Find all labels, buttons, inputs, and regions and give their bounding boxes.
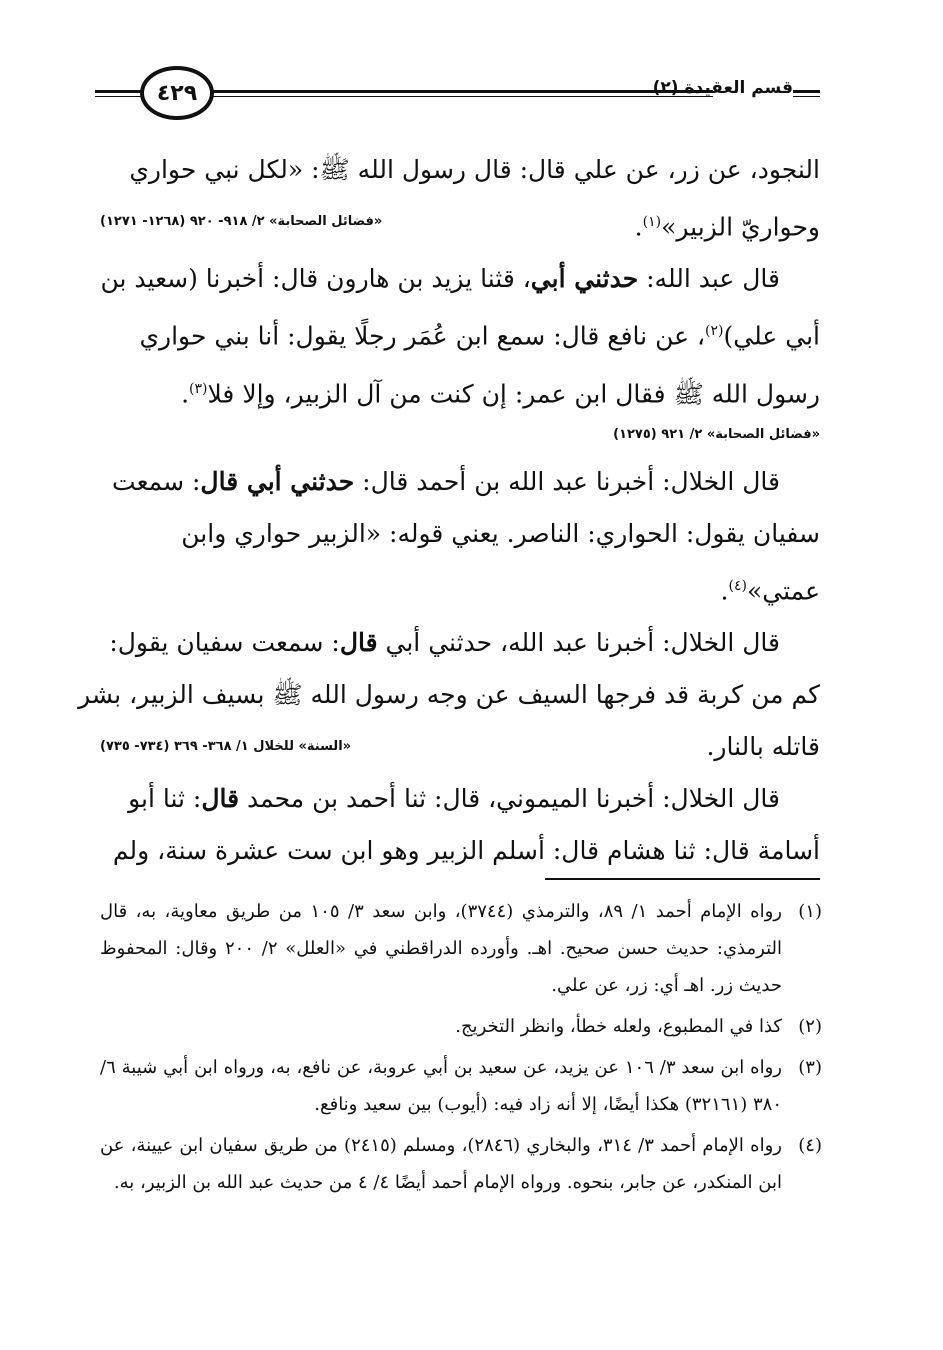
text-run: رسول الله ﷺ فقال ابن عمر: إن كنت من آل الزبير، وإلا فلا <box>207 378 820 408</box>
footnote-1 <box>100 893 822 1004</box>
footnote-number: (٢) <box>798 1016 822 1037</box>
footnote-number: (١) <box>798 901 822 922</box>
section-title: قسم العقيدة (٢) <box>652 78 793 98</box>
paragraph-2-line-3: رسول الله ﷺ فقال ابن عمر: إن كنت من آل الزبير، وإلا فلا$^{(٣)}$. <box>181 378 820 408</box>
paragraph-1-line-1: النجود، عن زر، عن علي قال: قال رسول الله ﷺ: «لكل نبي حواري <box>129 155 820 184</box>
footnote-text: رواه الإمام أحمد ١/ ٨٩، والترمذي (٣٧٤٤)، وابن سعد ٣/ ١٠٥ من طريق معاوية، به، قال الترمذي: حديث حسن صحيح. اهـ. وأورده الدراقطني في «العلل» ٢/ ٢٠٠ وقال: المحفوظ حديث زر. اهـ أي: زر، عن علي. <box>100 901 782 996</box>
footnote-3 <box>100 1049 822 1123</box>
paragraph-5-line-2: أسامة قال: ثنا هشام قال: أسلم الزبير وهو ابن ست عشرة سنة، ولم <box>112 836 820 866</box>
narrator-bold: قال <box>201 784 240 814</box>
paragraph-3-line-1 <box>100 456 820 508</box>
footnotes <box>100 893 822 1205</box>
text-run: قال عبد الله: <box>638 264 780 294</box>
paragraph-3-line-3: عمتي»$^{(٤)}$. <box>720 576 820 606</box>
narrator-bold: قال <box>339 628 378 658</box>
paragraph-4-line-1 <box>100 617 820 669</box>
text-run: : ثنا أبو <box>128 784 202 814</box>
text-run: قال الخلال: أخبرنا الميموني، قال: ثنا أحمد بن محمد <box>239 784 780 814</box>
text-run: : سمعت <box>112 466 201 496</box>
paragraph-2-line-2 <box>100 305 820 362</box>
footnote-number: (٣) <box>798 1057 822 1078</box>
footnote-ref-2[interactable]: (٢) <box>705 323 724 340</box>
text-run: قال الخلال: أخبرنا عبد الله بن أحمد قال: <box>354 466 780 496</box>
text-run: قال الخلال: أخبرنا عبد الله، حدثني أبي <box>377 628 780 658</box>
paragraph-4-line-2: كم من كربة قد فرجها السيف عن وجه رسول الله ﷺ بسيف الزبير، بشر <box>78 680 820 710</box>
paragraph-1-line-2: وحواريّ الزبير»$^{(١)}$. «فضائل الصحابة» ٢/ ٩١٨- ٩٢٠ (١٢٦٨- ١٢٧١) <box>100 196 820 253</box>
footnote-text: كذا في المطبوع، ولعله خطأ، وانظر التخريج. <box>455 1016 782 1037</box>
text-run: ، قثنا يزيد بن هارون قال: أخبرنا (سعيد بن <box>100 264 531 294</box>
header-rule-right <box>790 90 820 97</box>
text-run: عمتي» <box>746 576 820 606</box>
text-run: أبي علي) <box>723 321 820 351</box>
main-text <box>78 144 820 877</box>
header-rule-middle <box>195 90 715 97</box>
paragraph-3-line-2: سفيان يقول: الحواري: الناصر. يعني قوله: «الزبير حواري وابن <box>181 518 820 548</box>
paragraph-1-text: وحواريّ الزبير» <box>661 212 820 242</box>
source-citation-1: «فضائل الصحابة» ٢/ ٩١٨- ٩٢٠ (١٢٦٨- ١٢٧١) <box>100 214 383 229</box>
footnote-separator <box>545 878 820 880</box>
footnote-text: رواه الإمام أحمد ٣/ ٣١٤، والبخاري (٢٨٤٦)، ومسلم (٢٤١٥) من طريق سفيان ابن عيينة، عن ابن المنكدر، عن جابر، بنحوه. ورواه الإمام أحمد أيضًا ٤/ ٤ من حديث عبد الله بن الزبير، به. <box>100 1135 782 1193</box>
header-rule-left <box>95 90 145 97</box>
footnote-4 <box>100 1127 822 1201</box>
source-citation-2: «فضائل الصحابة» ٢/ ٩٢١ (١٢٧٥) <box>613 426 820 442</box>
text-run: : سمعت سفيان يقول: <box>109 628 340 658</box>
paragraph-4-line-3 <box>100 721 820 773</box>
paragraph-5-line-1 <box>100 773 820 825</box>
paragraph-2-line-1 <box>100 253 820 305</box>
narrator-bold: حدثني أبي <box>530 264 639 294</box>
footnote-ref-3[interactable]: (٣) <box>189 380 208 397</box>
source-citation-3: «السنة» للخلال ١/ ٣٦٨- ٣٦٩ (٧٣٤- ٧٣٥) <box>100 739 352 755</box>
footnote-ref-1[interactable]: (١) <box>642 214 662 230</box>
text-run: ، عن نافع قال: سمع ابن عُمَر رجلًا يقول: أنا بني حواري <box>139 321 706 351</box>
narrator-bold: حدثني أبي قال <box>200 466 355 496</box>
footnote-ref-4[interactable]: (٤) <box>728 577 747 594</box>
footnote-text: رواه ابن سعد ٣/ ١٠٦ عن يزيد، عن سعيد بن أبي عروبة، عن نافع، به، ورواه ابن أبي شيبة ٦/ ٣٨٠ (٣٢١٦١) هكذا أيضًا، إلا أنه زاد فيه: (أيوب) بين سعيد ونافع. <box>100 1057 782 1115</box>
page-header <box>95 62 835 124</box>
footnote-number: (٤) <box>798 1135 822 1156</box>
text-run: قاتله بالنار. <box>706 732 820 762</box>
footnote-2 <box>100 1008 822 1045</box>
page-number: ٤٢٩ <box>140 66 214 120</box>
